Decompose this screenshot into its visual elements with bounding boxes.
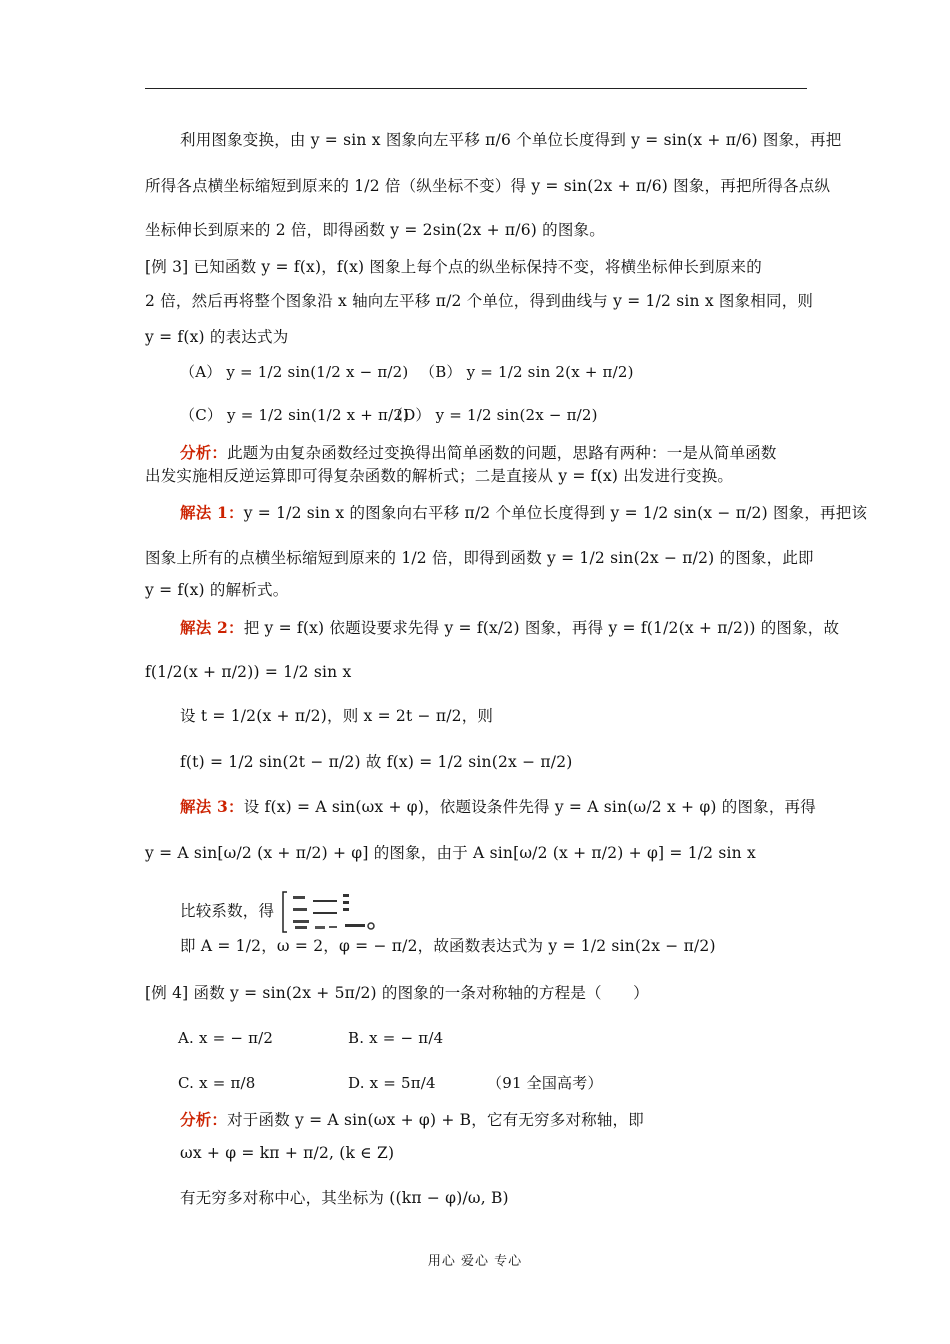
method2-text: 把 y = f(x) 依题设要求先得 y = f(x/2) 图象，再得 y = f(1/2(x + π/2)) 的图象，故 (243, 619, 840, 637)
example3-line-1: [例 3] 已知函数 y = f(x)，f(x) 图象上每个点的纵坐标保持不变，将横坐标伸长到原来的 (145, 258, 762, 276)
method1-line-2: 图象上所有的点横坐标缩短到原来的 1/2 倍，即得到函数 y = 1/2 sin(2x − π/2) 的图象，此即 (145, 549, 814, 567)
example3-option-b: （B） y = 1/2 sin 2(x + π/2) (420, 363, 634, 381)
method3-line-4: 即 A = 1/2，ω = 2，φ = − π/2，故函数表达式为 y = 1/2 sin(2x − π/2) (180, 937, 716, 955)
example4-option-b: B. x = − π/4 (348, 1029, 444, 1047)
method1-line-1 (180, 503, 867, 523)
analysis2-line-1 (180, 1110, 644, 1130)
method1-text: y = 1/2 sin x 的图象向右平移 π/2 个单位长度得到 y = 1/2 sin(x − π/2) 图象，再把该 (243, 504, 868, 522)
analysis1-text: 此题为由复杂函数经过变换得出简单函数的问题，思路有两种：一是从简单函数 (227, 444, 777, 462)
method2-label: 解法 2： (180, 618, 244, 637)
intro-line-1: 利用图象变换，由 y = sin x 图象向左平移 π/6 个单位长度得到 y = sin(x + π/6) 图象，再把 (180, 131, 842, 149)
analysis1-line-1 (180, 443, 777, 463)
example3-line-3: y = f(x) 的表达式为 (145, 328, 289, 346)
method3-compare-label: 比较系数，得 (180, 902, 275, 920)
header-rule (145, 88, 807, 89)
example4-option-d: D. x = 5π/4 (348, 1074, 436, 1092)
method2-line-3: 设 t = 1/2(x + π/2)，则 x = 2t − π/2，则 (180, 707, 494, 725)
example3-line-2: 2 倍，然后再将整个图象沿 x 轴向左平移 π/2 个单位，得到曲线与 y = 1/2 sin x 图象相同，则 (145, 292, 814, 310)
method3-line-2: y = A sin[ω/2 (x + π/2) + φ] 的图象，由于 A sin[ω/2 (x + π/2) + φ] = 1/2 sin x (145, 844, 756, 862)
analysis2-text: 对于函数 y = A sin(ωx + φ) + B，它有无穷多对称轴，即 (227, 1111, 644, 1129)
brace-system-icon (279, 890, 429, 934)
analysis2-line-2: ωx + φ = kπ + π/2, (k ∈ Z) (180, 1144, 395, 1162)
analysis2-line-3: 有无穷多对称中心，其坐标为 ((kπ − φ)/ω, B) (180, 1189, 509, 1207)
method1-line-3: y = f(x) 的解析式。 (145, 581, 289, 599)
example3-option-d: （D） y = 1/2 sin(2x − π/2) (388, 406, 598, 424)
analysis1-label: 分析： (180, 443, 228, 462)
example3-option-a: （A） y = 1/2 sin(1/2 x − π/2) (180, 363, 409, 381)
method3-line-3 (180, 890, 429, 934)
method2-line-4: f(t) = 1/2 sin(2t − π/2) 故 f(x) = 1/2 sin(2x − π/2) (180, 753, 573, 771)
analysis2-label: 分析： (180, 1110, 228, 1129)
example4-option-a: A. x = − π/2 (178, 1029, 274, 1047)
example4-option-c: C. x = π/8 (178, 1074, 256, 1092)
method2-line-1 (180, 618, 839, 638)
method1-label: 解法 1： (180, 503, 244, 522)
example4-line-1: [例 4] 函数 y = sin(2x + 5π/2) 的图象的一条对称轴的方程是（ ） (145, 984, 649, 1002)
method2-line-2: f(1/2(x + π/2)) = 1/2 sin x (145, 663, 352, 681)
equation-system-image (279, 890, 429, 934)
method3-line-1 (180, 797, 816, 817)
analysis1-line-2: 出发实施相反逆运算即可得复杂函数的解析式；二是直接从 y = f(x) 出发进行变换。 (145, 467, 734, 485)
method3-text: 设 f(x) = A sin(ωx + φ)，依题设条件先得 y = A sin(ω/2 x + φ) 的图象，再得 (243, 798, 816, 816)
method3-label: 解法 3： (180, 797, 244, 816)
page-footer: 用心 爱心 专心 (427, 1254, 523, 1269)
example3-option-c: （C） y = 1/2 sin(1/2 x + π/2) (180, 406, 410, 424)
intro-line-2: 所得各点横坐标缩短到原来的 1/2 倍（纵坐标不变）得 y = sin(2x + π/6) 图象，再把所得各点纵 (145, 177, 831, 195)
intro-line-3: 坐标伸长到原来的 2 倍，即得函数 y = 2sin(2x + π/6) 的图象。 (145, 221, 605, 239)
example4-source: （91 全国高考） (487, 1074, 603, 1092)
